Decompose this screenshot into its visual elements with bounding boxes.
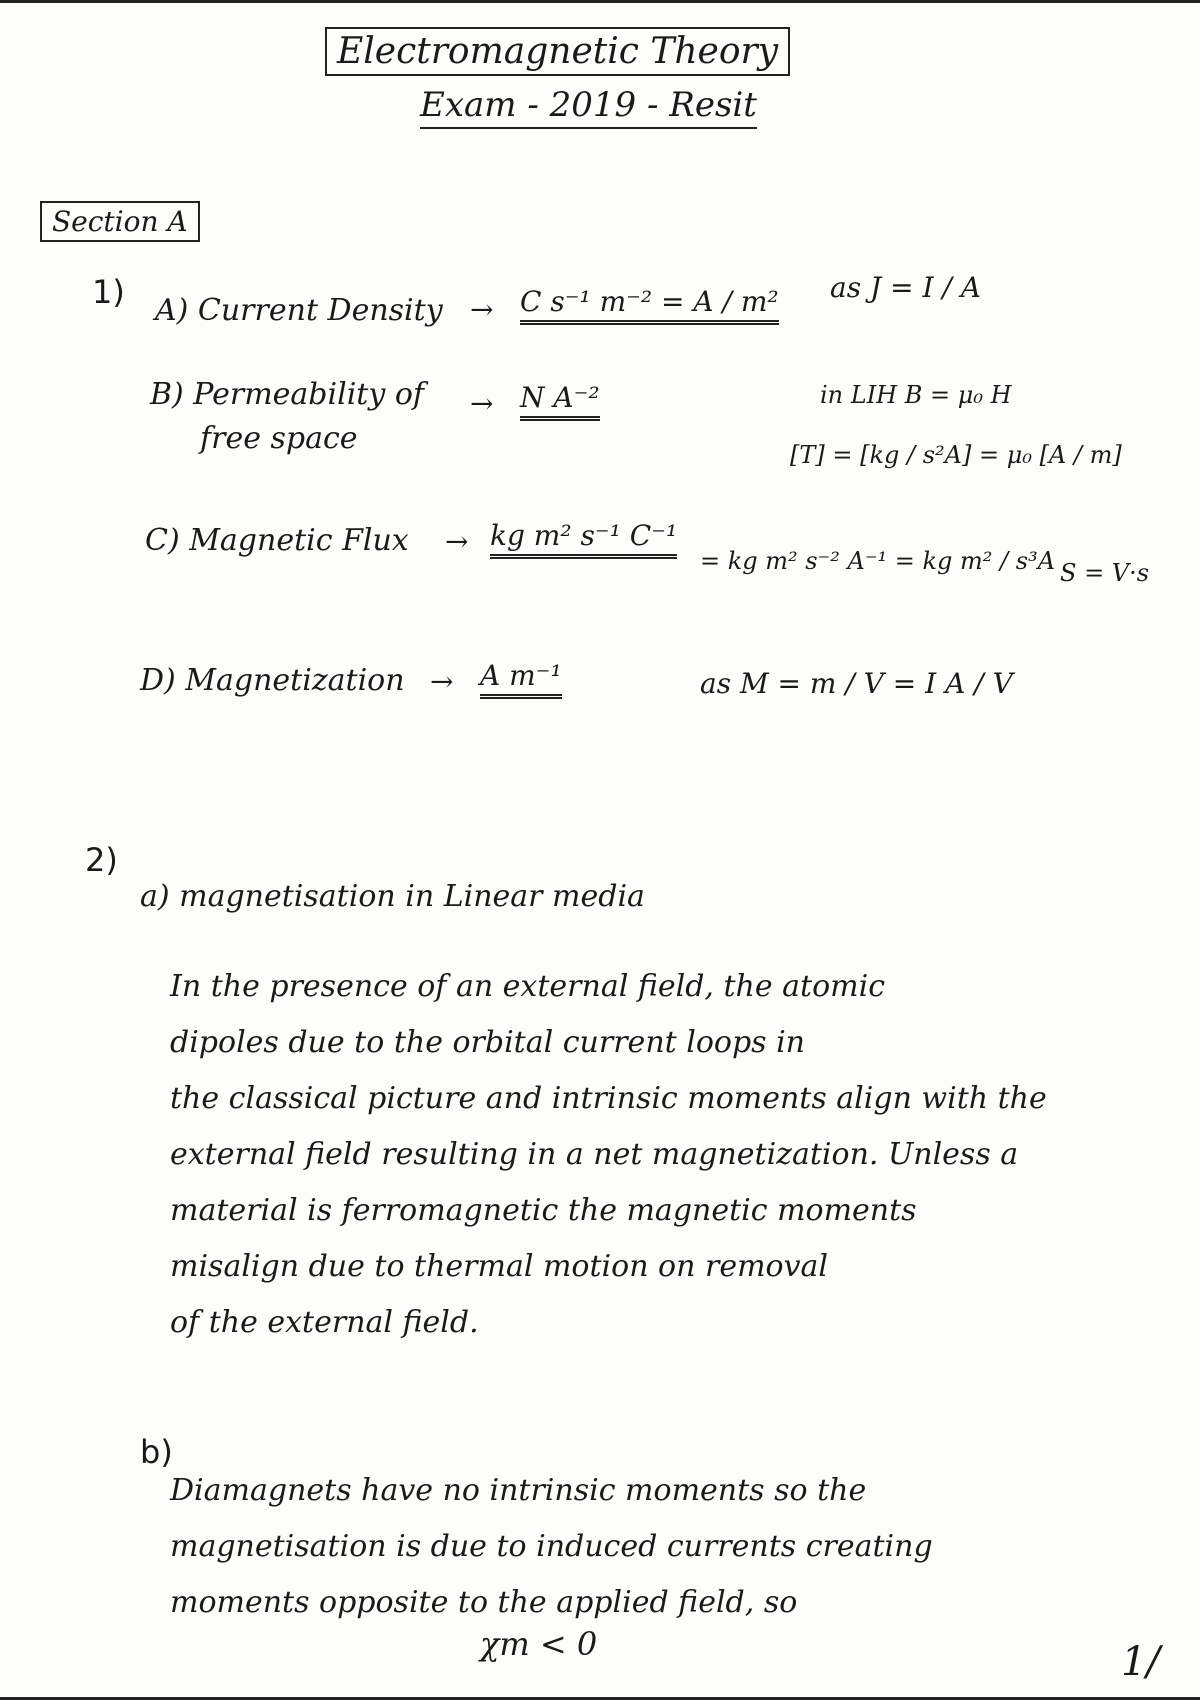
q1d-arrow: → — [430, 665, 454, 698]
q1c-note: = kg m² s⁻² A⁻¹ = kg m² / s³A — [700, 547, 1056, 575]
q2a-paragraph — [170, 959, 1160, 1351]
q1a-note: as J = I / A — [830, 271, 981, 304]
q1b-arrow: → — [470, 387, 494, 420]
q2b-paragraph — [170, 1463, 1160, 1631]
q1d-note: as M = m / V = I A / V — [700, 667, 1013, 700]
q1a-label: A) Current Density — [155, 293, 443, 328]
q1b-label-line2: free space — [200, 421, 358, 456]
q1b-label-line1: B) Permeability of — [150, 377, 424, 412]
q2a-line: material is ferromagnetic the magnetic moments — [170, 1193, 917, 1228]
page-subtitle: Exam - 2019 - Resit — [420, 85, 757, 129]
q2a-heading: a) magnetisation in Linear media — [140, 879, 645, 914]
q2b-line: moments opposite to the applied field, so — [170, 1585, 798, 1620]
q1c-arrow: → — [445, 525, 469, 558]
q1c-unit: kg m² s⁻¹ C⁻¹ — [490, 519, 677, 559]
q2a-line: dipoles due to the orbital current loops in — [170, 1025, 805, 1060]
q1a-unit: C s⁻¹ m⁻² = A / m² — [520, 285, 779, 325]
page-title: Electromagnetic Theory — [325, 27, 790, 76]
page-number: 1/ — [1121, 1639, 1160, 1685]
q2a-line: misalign due to thermal motion on removal — [170, 1249, 829, 1284]
question-2-number: 2) — [85, 841, 118, 879]
q1b-note-line1: in LIH B = μ₀ H — [820, 381, 1012, 409]
q1c-side-note: S = V·s — [1060, 559, 1150, 587]
q1b-unit: N A⁻² — [520, 381, 600, 421]
section-label: Section A — [40, 201, 200, 242]
q2a-line: of the external field. — [170, 1305, 479, 1340]
q1d-unit: A m⁻¹ — [480, 659, 562, 699]
question-1-number: 1) — [92, 273, 125, 311]
q2b-line: magnetisation is due to induced currents creating — [170, 1529, 933, 1564]
q1a-arrow: → — [470, 293, 494, 326]
q1c-label: C) Magnetic Flux — [145, 523, 409, 558]
q2b-result: χm < 0 — [480, 1625, 598, 1663]
q1d-label: D) Magnetization — [140, 663, 405, 698]
q2a-line: the classical picture and intrinsic moments align with the — [170, 1081, 1047, 1116]
q1b-note-line2: [T] = [kg / s²A] = μ₀ [A / m] — [790, 441, 1122, 469]
q2b-line: Diamagnets have no intrinsic moments so the — [170, 1473, 867, 1508]
q2b-heading: b) — [140, 1433, 173, 1471]
q2a-line: In the presence of an external field, the atomic — [170, 969, 885, 1004]
q2a-line: external field resulting in a net magnetization. Unless a — [170, 1137, 1019, 1172]
